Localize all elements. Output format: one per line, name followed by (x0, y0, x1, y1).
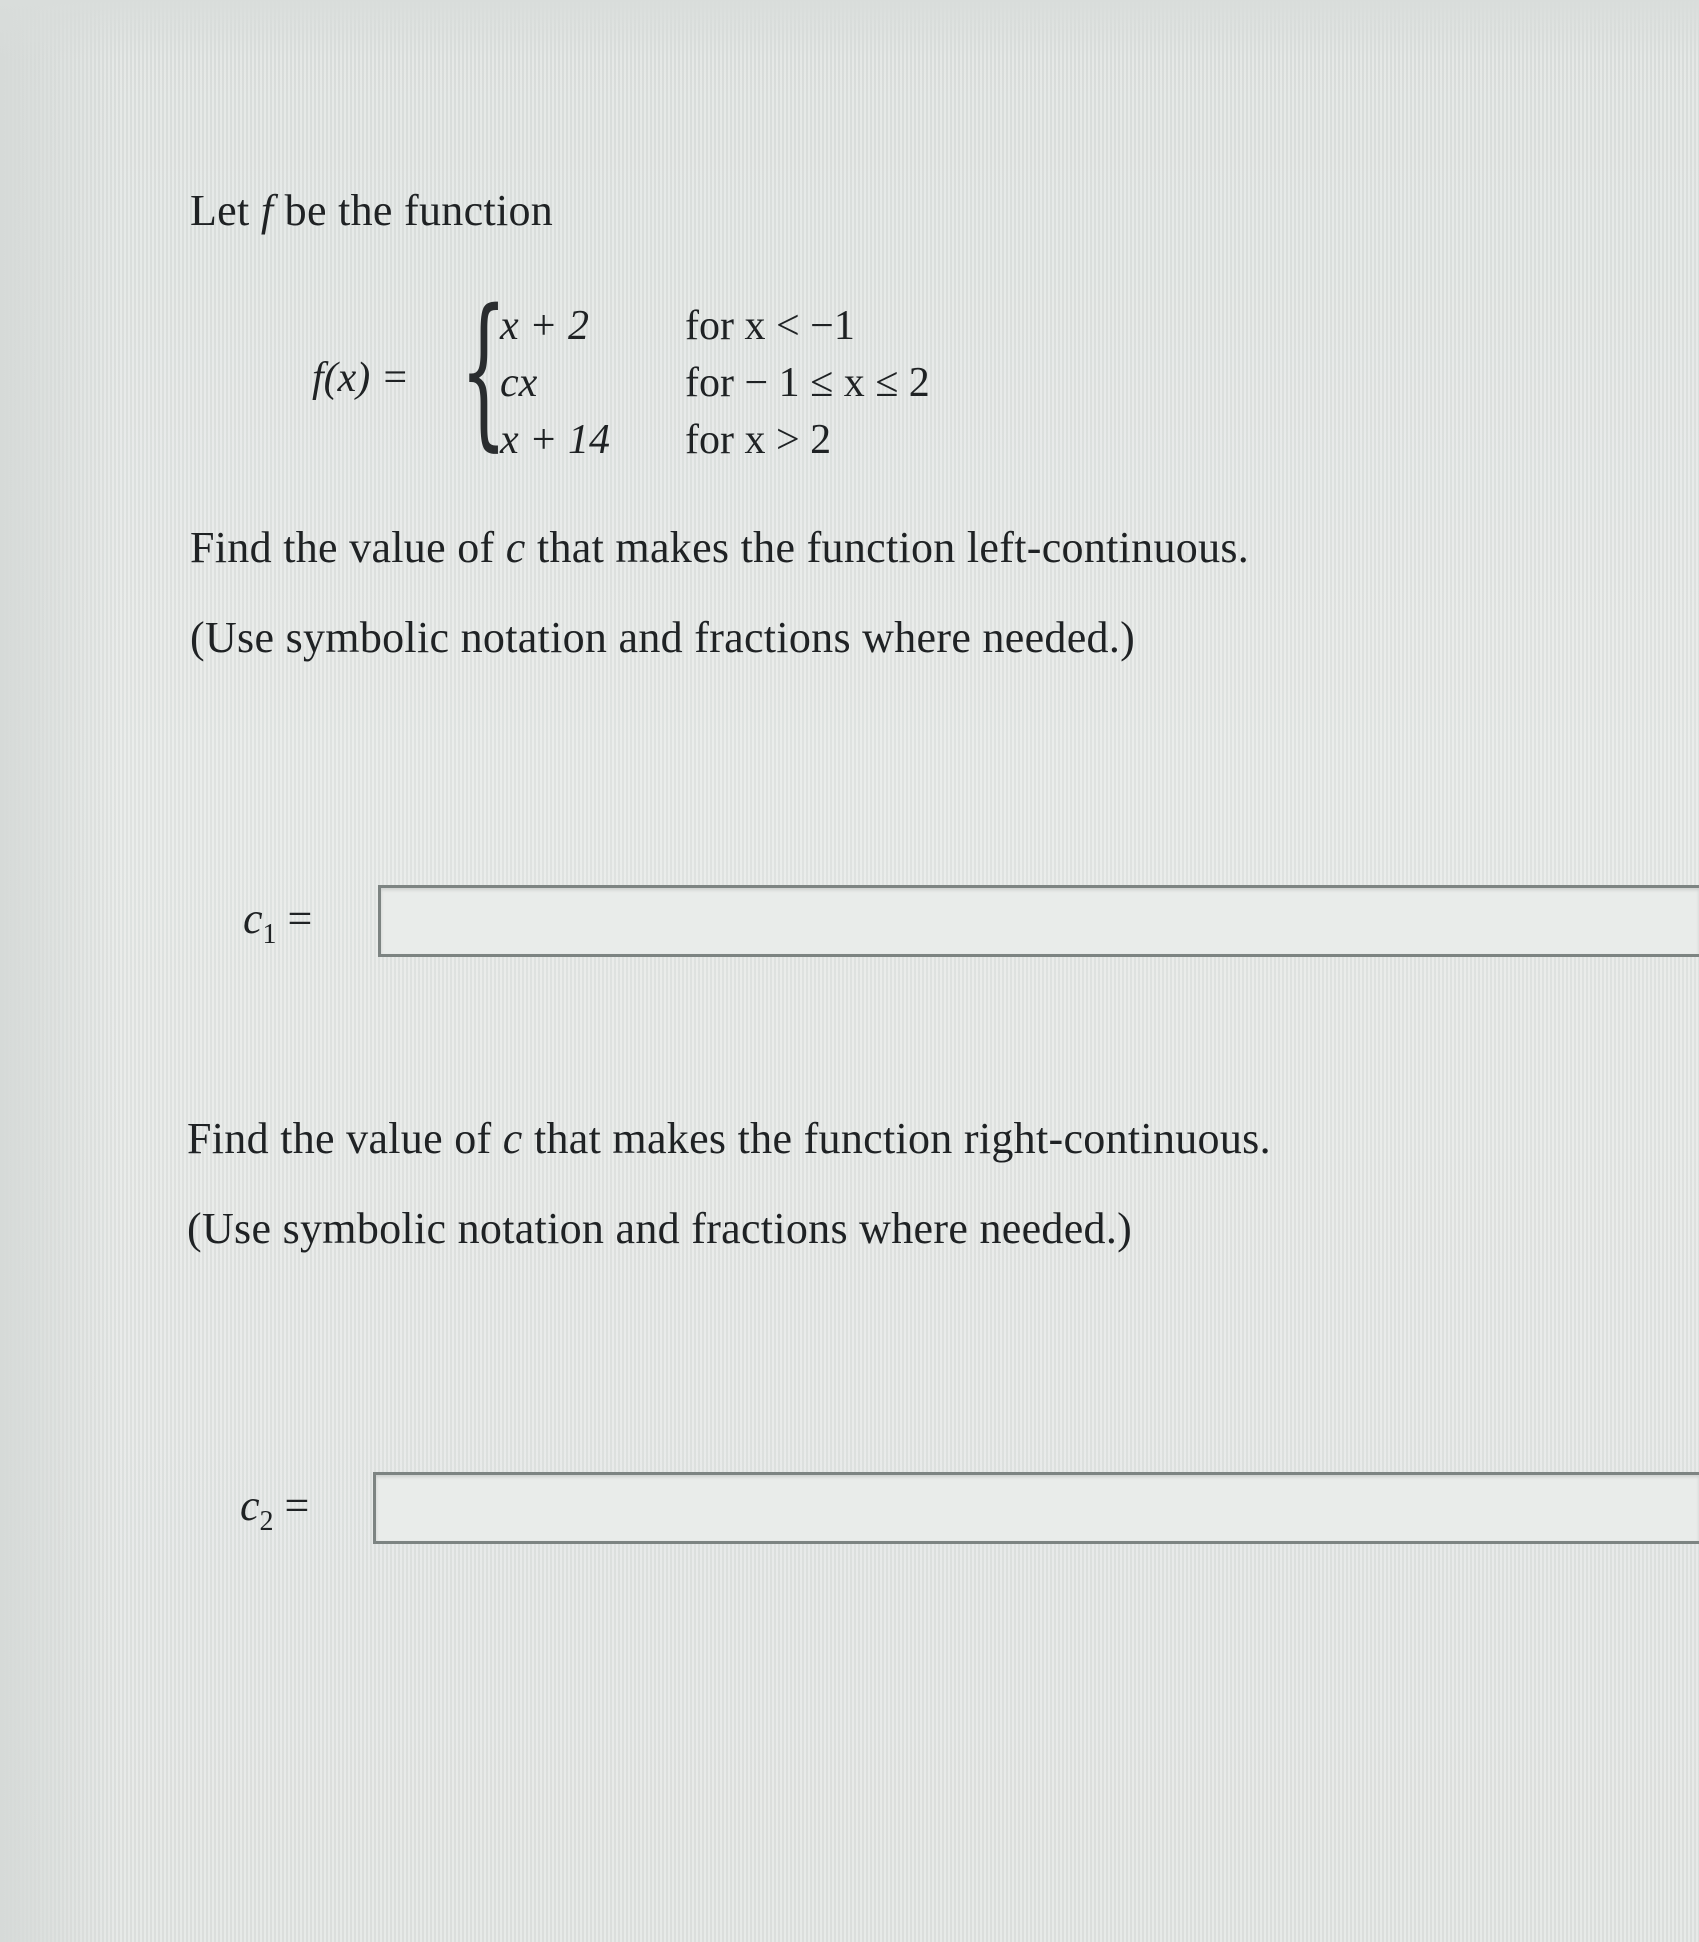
problem-intro (190, 185, 553, 236)
case-expression: x + 2 (500, 303, 589, 349)
c1-label-sub: 1 (262, 918, 277, 950)
intro-function-var: f (260, 186, 274, 235)
question-prefix: Find the value of (187, 1114, 503, 1163)
piecewise-cases (500, 298, 1040, 469)
case-expression: x + 14 (500, 417, 610, 463)
question-var: c (505, 523, 526, 572)
left-continuous-note: (Use symbolic notation and fractions where needed.) (190, 613, 1136, 662)
screen-top-shadow (0, 0, 1699, 60)
c2-label-eq: = (273, 1481, 310, 1530)
c1-label (243, 893, 312, 951)
left-brace: { (460, 274, 508, 466)
case-condition: for x > 2 (685, 417, 832, 463)
right-continuous-note: (Use symbolic notation and fractions where needed.) (187, 1204, 1133, 1253)
c2-label (240, 1480, 309, 1538)
piecewise-function (312, 274, 1032, 468)
function-label: f(x) = (312, 355, 410, 401)
right-continuous-question (187, 1113, 1271, 1164)
c1-label-var: c (243, 894, 263, 943)
case-row (500, 412, 1040, 469)
c2-label-sub: 2 (259, 1505, 274, 1537)
question-suffix: that makes the function right-continuous. (522, 1114, 1271, 1163)
case-row (500, 355, 1040, 412)
c2-label-var: c (240, 1481, 260, 1530)
question-suffix: that makes the function left-continuous. (525, 523, 1250, 572)
screen-edge-shadow (0, 0, 120, 1942)
intro-suffix: be the function (273, 186, 554, 235)
c1-answer-input[interactable] (378, 885, 1699, 957)
case-condition: for − 1 ≤ x ≤ 2 (685, 360, 930, 406)
c1-label-eq: = (276, 894, 313, 943)
case-expression: cx (500, 360, 538, 406)
question-var: c (502, 1114, 523, 1163)
left-continuous-question (190, 522, 1249, 573)
c2-answer-input[interactable] (373, 1472, 1699, 1544)
intro-prefix: Let (190, 186, 261, 235)
case-row (500, 298, 1040, 355)
case-condition: for x < −1 (685, 303, 855, 349)
question-prefix: Find the value of (190, 523, 506, 572)
